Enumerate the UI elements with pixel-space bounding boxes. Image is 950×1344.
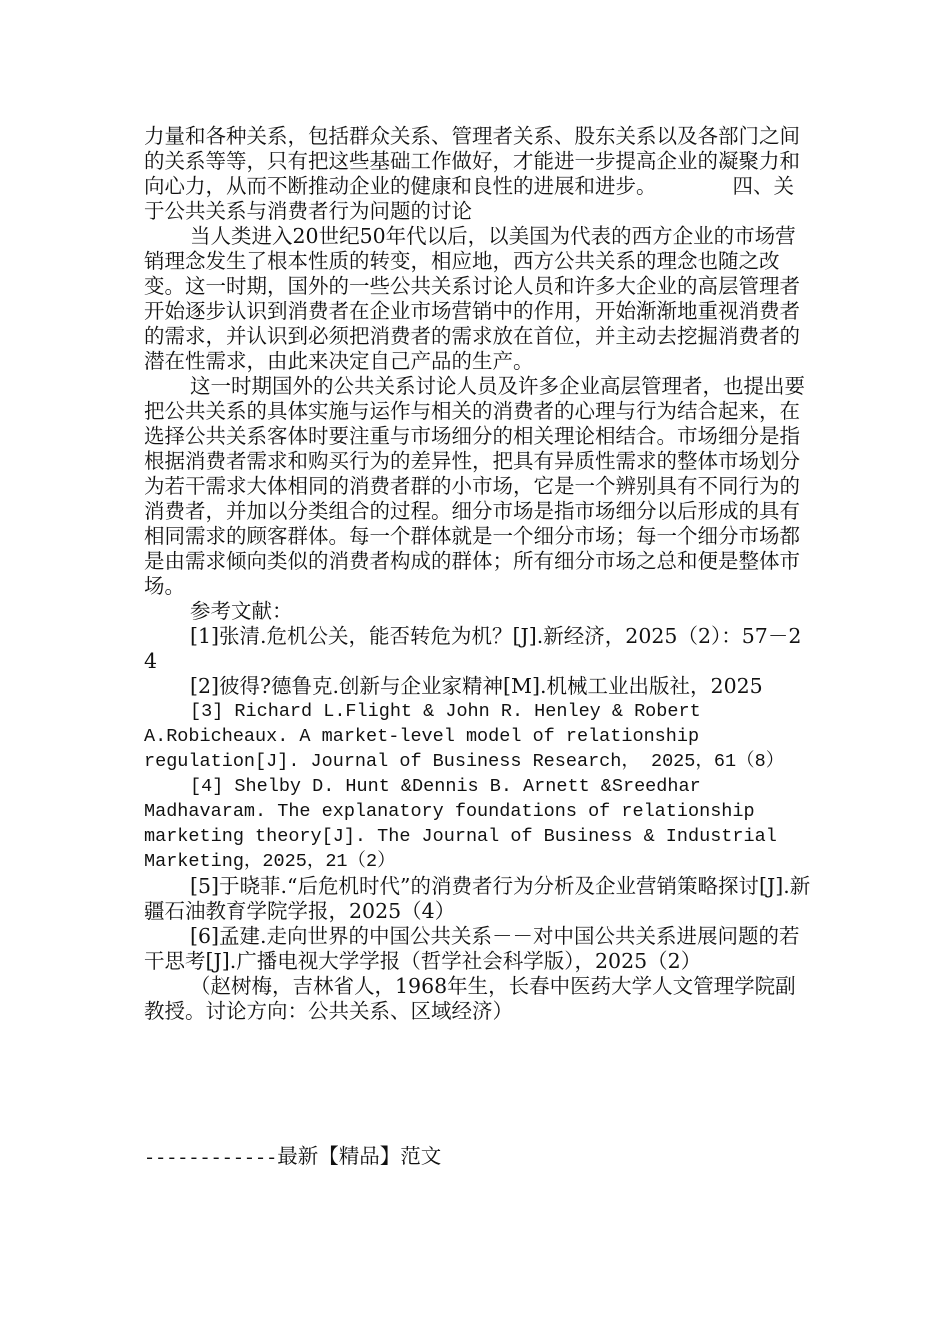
- paragraph-marketing-concept: 当人类进入20世纪50年代以后，以美国为代表的西方企业的市场营销理念发生了根本性质的转变，相应地，西方公共关系的理念也随之改变。这一时期，国外的一些公共关系讨论人员和许多大企业的高层管理者开始逐步认识到消费者在企业市场营销中的作用，开始渐渐地重视消费者的需求，并认识到必须把消费者的需求放在首位，并主动去挖掘消费者的潜在性需求，由此来决定自己产品的生产。: [144, 224, 800, 373]
- reference-item: [4] Shelby D. Hunt &Dennis B. Arnett &Sreedhar Madhavaram. The explanatory foundations of relationship marketing theory[J]. The Journal of Business & Industrial Marketing，2025，21（2）: [144, 776, 777, 872]
- reference-item: [6]孟建.走向世界的中国公共关系－－对中国公共关系进展问题的若干思考[J].广播电视大学学报（哲学社会科学版），2025（2）: [144, 924, 800, 973]
- reference-item: [5]于晓菲.“后危机时代”的消费者行为分析及企业营销策略探讨[J].新疆石油教育学院学报，2025（4）: [144, 874, 811, 923]
- paragraph-continued: [144, 124, 812, 224]
- paragraph-text: 力量和各种关系，包括群众关系、管理者关系、股东关系以及各部门之间的关系等等，只有把这些基础工作做好，才能进一步提高企业的凝聚力和向心力，从而不断推动企业的健康和良性的进展和进步。: [144, 124, 800, 198]
- references-heading: 参考文献：: [190, 599, 293, 623]
- reference-item: [2]彼得?德鲁克.创新与企业家精神[M].机械工业出版社，2025: [190, 674, 763, 698]
- author-note: （赵树梅，吉林省人，1968年生，长春中医药大学人文管理学院副教授。讨论方向：公共关系、区域经济）: [144, 974, 796, 1023]
- page-footer: [144, 1144, 441, 1171]
- reference-item: [1]张清.危机公关，能否转危为机？[J].新经济，2025（2）：57－24: [144, 624, 802, 673]
- paragraph-market-segmentation: 这一时期国外的公共关系讨论人员及许多企业高层管理者，也提出要把公共关系的具体实施与运作与相关的消费者的心理与行为结合起来，在选择公共关系客体时要注重与市场细分的相关理论相结合。市场细分是指根据消费者需求和购买行为的差异性，把具有异质性需求的整体市场划分为若干需求大体相同的消费者群的小市场，它是一个辨别具有不同行为的消费者，并加以分类组合的过程。细分市场是指市场细分以后形成的具有相同需求的顾客群体。每一个群体就是一个细分市场；每一个细分市场都是由需求倾向类似的消费者构成的群体；所有细分市场之总和便是整体市场。: [144, 374, 805, 598]
- reference-item: [3] Richard L.Flight & John R. Henley & Robert A.Robicheaux. A market-level model of relationship regulation[J]. Journal of Business Research， 2025，61（8）: [144, 701, 785, 772]
- document-body: [144, 124, 812, 1024]
- footer-text: 最新【精品】范文: [277, 1144, 442, 1168]
- footer-dashes: ------------: [144, 1148, 278, 1169]
- section-heading: 四、关于公共关系与消费者行为问题的讨论: [144, 174, 794, 223]
